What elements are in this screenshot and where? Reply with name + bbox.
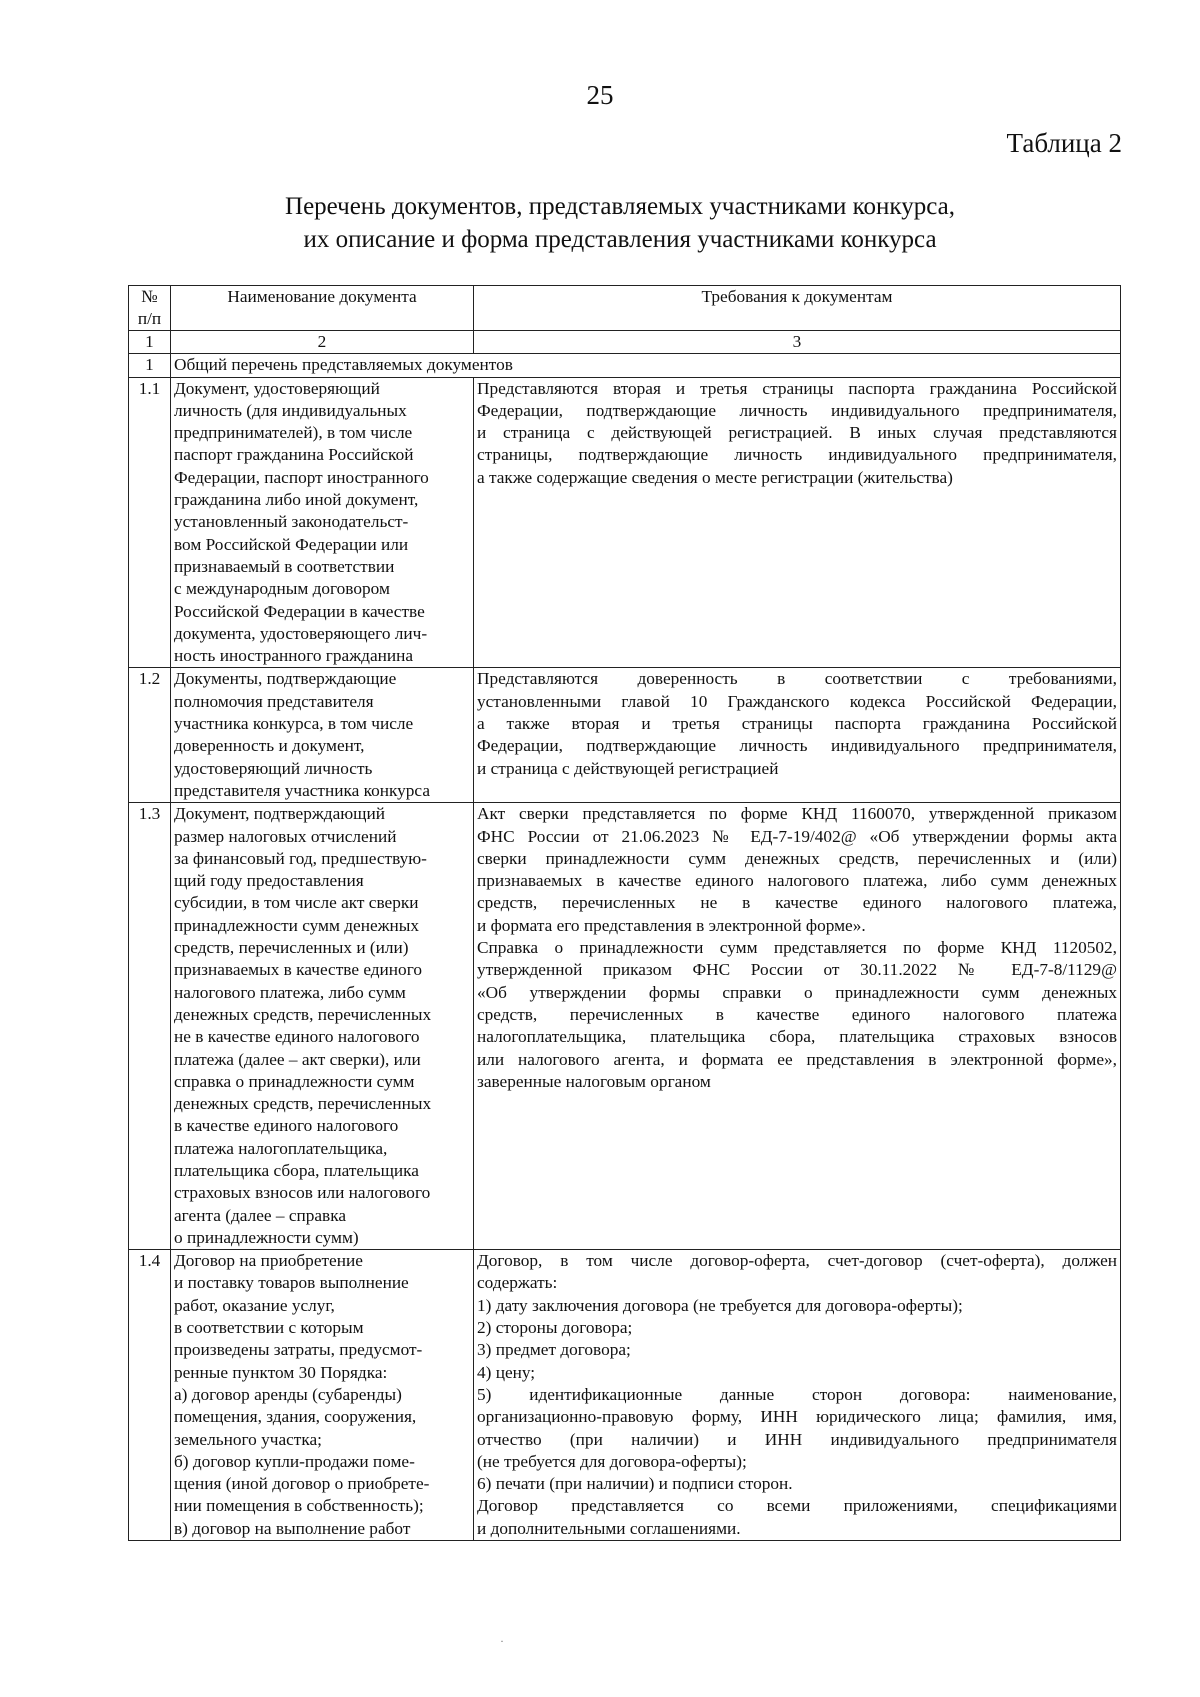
text-line: с международным договором bbox=[174, 579, 390, 599]
text-line: средств, перечисленных не в качестве единого налогового платежа, bbox=[477, 893, 1117, 913]
text-line: отчество (при наличии) и ИНН индивидуального предпринимателя bbox=[477, 1429, 1117, 1449]
text-line: и страница с действующей регистрацией. В иных случая представляются bbox=[477, 423, 1117, 443]
text-line: гражданина либо иной документ, bbox=[174, 490, 419, 510]
text-line: содержать: bbox=[477, 1273, 558, 1293]
text-line: б) договор купли-продажи поме- bbox=[174, 1451, 415, 1471]
text-line: предпринимателей), в том числе bbox=[174, 423, 413, 443]
text-line: Документ, удостоверяющий bbox=[174, 378, 380, 398]
text-line: щения (иной договор о приобрете- bbox=[174, 1474, 430, 1494]
text-line: Федерации, паспорт иностранного bbox=[174, 467, 429, 487]
text-line: сверки принадлежности сумм денежных средств, перечисленных и (или) bbox=[477, 848, 1117, 868]
table-row bbox=[129, 377, 1121, 668]
text-line: Справка о принадлежности сумм представляется по форме КНД 1120502, bbox=[477, 938, 1117, 958]
table-row bbox=[129, 803, 1121, 1250]
text-line: признаваемый в соответствии bbox=[174, 556, 395, 576]
text-line: платежа (далее – акт сверки), или bbox=[174, 1049, 421, 1069]
document-name-cell bbox=[171, 1250, 474, 1541]
title-line-2: их описание и форма представления участниками конкурса bbox=[303, 226, 937, 253]
text-line: личность (для индивидуальных bbox=[174, 400, 407, 420]
text-line: и страница с действующей регистрацией bbox=[477, 758, 779, 778]
text-line: участника конкурса, в том числе bbox=[174, 714, 414, 734]
text-line: установленный законодательст- bbox=[174, 512, 409, 532]
row-number: 1.4 bbox=[129, 1250, 171, 1541]
table-row bbox=[129, 668, 1121, 803]
text-line: Договор, в том числе договор-оферта, счет-договор (счет-оферта), должен bbox=[477, 1251, 1117, 1271]
document-name-cell bbox=[171, 803, 474, 1250]
header-requirements-cell: Требования к документам bbox=[474, 286, 1121, 331]
header-number-sign: № bbox=[141, 287, 158, 306]
text-line: признаваемых в качестве единого налогового платежа, либо сумм денежных bbox=[477, 871, 1117, 891]
text-line: щий году предоставления bbox=[174, 871, 364, 891]
row-number: 1.2 bbox=[129, 668, 171, 803]
header-number-abbr: п/п bbox=[137, 309, 162, 328]
row-number: 1.1 bbox=[129, 377, 171, 668]
text-line: вом Российской Федерации или bbox=[174, 534, 409, 554]
text-line: земельного участка; bbox=[174, 1429, 322, 1449]
text-line: установленными главой 10 Гражданского кодекса Российской Федерации, bbox=[477, 691, 1117, 711]
text-line: агента (далее – справка bbox=[174, 1205, 347, 1225]
text-line: Акт сверки представляется по форме КНД 1160070, утвержденной приказом bbox=[477, 804, 1117, 824]
text-line: представителя участника конкурса bbox=[174, 780, 430, 800]
page-number: 25 bbox=[586, 80, 614, 110]
header-number-cell bbox=[129, 286, 171, 331]
text-line: 5) идентификационные данные сторон договора: наименование, bbox=[477, 1384, 1117, 1404]
text-line: а) договор аренды (субаренды) bbox=[174, 1384, 402, 1404]
header-name-cell: Наименование документа bbox=[171, 286, 474, 331]
document-name-cell bbox=[171, 377, 474, 668]
text-line: утвержденной приказом ФНС России от 30.11.2022 № ЕД-7-8/1129@ bbox=[477, 960, 1117, 980]
text-line: а также вторая и третья страницы паспорта гражданина Российской bbox=[477, 714, 1117, 734]
text-line: заверенные налоговым органом bbox=[477, 1071, 711, 1091]
text-line: Представляются вторая и третья страницы паспорта гражданина Российской bbox=[477, 378, 1117, 398]
requirements-cell bbox=[474, 1250, 1121, 1541]
text-line: средств, перечисленных и (или) bbox=[174, 938, 409, 958]
text-line: 3) предмет договора; bbox=[477, 1340, 631, 1360]
section-number: 1 bbox=[129, 354, 171, 377]
text-line: не в качестве единого налогового bbox=[174, 1027, 420, 1047]
text-line: Договор представляется со всеми приложениями, спецификациями bbox=[477, 1496, 1117, 1516]
text-line: 4) цену; bbox=[477, 1362, 536, 1382]
table-row bbox=[129, 1250, 1121, 1541]
text-line: в) договор на выполнение работ bbox=[174, 1518, 411, 1538]
section-title: Общий перечень представляемых документов bbox=[171, 354, 1121, 377]
text-line: субсидии, в том числе акт сверки bbox=[174, 893, 419, 913]
text-line: Российской Федерации в качестве bbox=[174, 601, 425, 621]
text-line: налогоплательщика, плательщика сбора, плательщика страховых взносов bbox=[477, 1027, 1117, 1047]
row-number: 1.3 bbox=[129, 803, 171, 1250]
text-line: денежных средств, перечисленных bbox=[174, 1004, 432, 1024]
text-line: в качестве единого налогового bbox=[174, 1116, 399, 1136]
text-line: (не требуется для договора-оферты); bbox=[477, 1451, 747, 1471]
requirements-cell bbox=[474, 377, 1121, 668]
text-line: страховых взносов или налогового bbox=[174, 1183, 431, 1203]
documents-table bbox=[128, 285, 1121, 1541]
text-line: доверенность и документ, bbox=[174, 736, 365, 756]
text-line: работ, оказание услуг, bbox=[174, 1295, 335, 1315]
text-line: произведены затраты, предусмот- bbox=[174, 1340, 423, 1360]
column-numbers-row bbox=[129, 331, 1121, 354]
document-title bbox=[0, 190, 1200, 256]
table-label: Таблица 2 bbox=[1006, 128, 1122, 158]
text-line: плательщика сбора, плательщика bbox=[174, 1160, 419, 1180]
text-line: справка о принадлежности сумм bbox=[174, 1071, 415, 1091]
text-line: удостоверяющий личность bbox=[174, 758, 373, 778]
text-line: а также содержащие сведения о месте регистрации (жительства) bbox=[477, 467, 953, 487]
text-line: полномочия представителя bbox=[174, 691, 374, 711]
text-line: платежа налогоплательщика, bbox=[174, 1138, 388, 1158]
text-line: документа, удостоверяющего лич- bbox=[174, 623, 428, 643]
text-line: «Об утверждении формы справки о принадлежности сумм денежных bbox=[477, 982, 1117, 1002]
column-number-2: 2 bbox=[171, 331, 474, 354]
text-line: страницы, подтверждающие личность индивидуального предпринимателя, bbox=[477, 445, 1117, 465]
text-line: организационно-правовую форму, ИНН юридического лица; фамилия, имя, bbox=[477, 1407, 1117, 1427]
document-name-cell bbox=[171, 668, 474, 803]
column-number-1: 1 bbox=[129, 331, 171, 354]
text-line: ренные пунктом 30 Порядка: bbox=[174, 1362, 388, 1382]
text-line: помещения, здания, сооружения, bbox=[174, 1407, 417, 1427]
section-row bbox=[129, 354, 1121, 377]
title-line-1: Перечень документов, представляемых участниками конкурса, bbox=[285, 193, 955, 220]
text-line: за финансовый год, предшествую- bbox=[174, 848, 427, 868]
text-line: Договор на приобретение bbox=[174, 1251, 363, 1271]
text-line: нии помещения в собственность); bbox=[174, 1496, 424, 1516]
text-line: 2) стороны договора; bbox=[477, 1318, 633, 1338]
text-line: о принадлежности сумм) bbox=[174, 1227, 359, 1247]
text-line: признаваемых в качестве единого bbox=[174, 960, 422, 980]
text-line: в соответствии с которым bbox=[174, 1318, 364, 1338]
requirements-cell bbox=[474, 803, 1121, 1250]
text-line: 1) дату заключения договора (не требуется для договора-оферты); bbox=[477, 1295, 963, 1315]
text-line: Документы, подтверждающие bbox=[174, 669, 397, 689]
column-number-3: 3 bbox=[474, 331, 1121, 354]
text-line: или налогового агента, и формата ее представления в электронной форме», bbox=[477, 1049, 1117, 1069]
header-row bbox=[129, 286, 1121, 331]
text-line: средств, перечисленных в качестве единого налогового платежа bbox=[477, 1004, 1117, 1024]
text-line: денежных средств, перечисленных bbox=[174, 1094, 432, 1114]
text-line: Федерации, подтверждающие личность индивидуального предпринимателя, bbox=[477, 736, 1117, 756]
text-line: принадлежности сумм денежных bbox=[174, 915, 420, 935]
text-line: и поставку товаров выполнение bbox=[174, 1273, 409, 1293]
text-line: налогового платежа, либо сумм bbox=[174, 982, 406, 1002]
requirements-cell bbox=[474, 668, 1121, 803]
text-line: Представляются доверенность в соответствии с требованиями, bbox=[477, 669, 1117, 689]
text-line: Документ, подтверждающий bbox=[174, 804, 385, 824]
text-line: 6) печати (при наличии) и подписи сторон. bbox=[477, 1474, 793, 1494]
text-line: и формата его представления в электронной форме». bbox=[477, 915, 866, 935]
text-line: ФНС России от 21.06.2023 № ЕД-7-19/402@ «Об утверждении формы акта bbox=[477, 826, 1117, 846]
text-line: Федерации, подтверждающие личность индивидуального предпринимателя, bbox=[477, 400, 1117, 420]
text-line: размер налоговых отчислений bbox=[174, 826, 397, 846]
text-line: ность иностранного гражданина bbox=[174, 646, 414, 666]
text-line: паспорт гражданина Российской bbox=[174, 445, 414, 465]
scan-speck: · bbox=[500, 1634, 504, 1648]
text-line: и дополнительными соглашениями. bbox=[477, 1518, 741, 1538]
